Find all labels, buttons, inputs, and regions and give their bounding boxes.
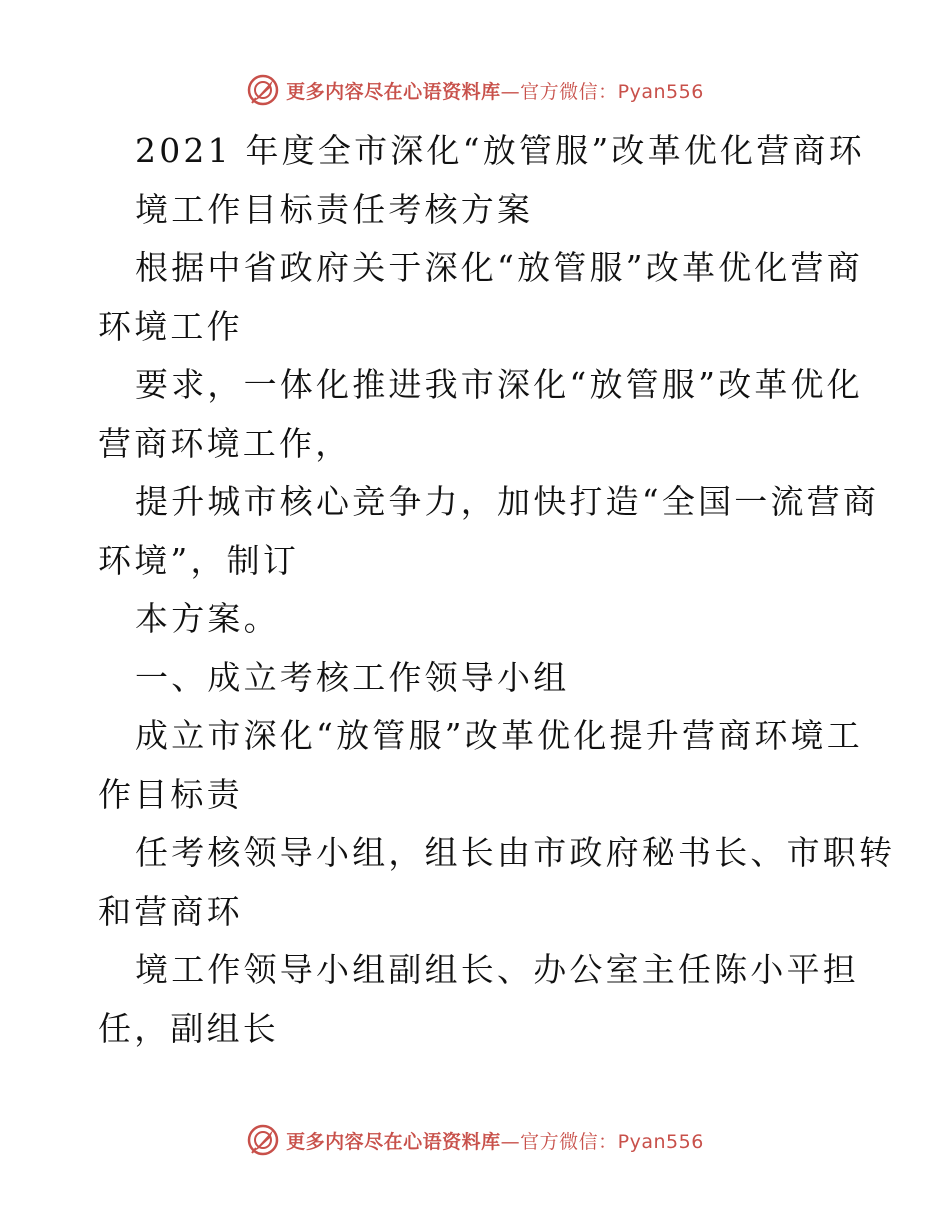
text-line: 成立市深化“放管服”改革优化提升营商环境工 — [135, 716, 863, 755]
text-line: 提升城市核心竞争力，加快打造“全国一流营商 — [135, 482, 880, 521]
text-line: 环境工作 — [98, 306, 243, 346]
header-banner-text — [286, 77, 704, 104]
text-line: 2021 年度全市深化“放管服”改革优化营商环 — [135, 131, 865, 170]
quill-logo-icon — [246, 1123, 280, 1157]
banner-dash: — — [500, 1130, 521, 1153]
text-line: 环境”，制订 — [98, 540, 300, 580]
banner-tail: 官方微信：Pyan556 — [520, 1130, 704, 1153]
banner-dash: — — [500, 80, 521, 103]
footer-banner — [0, 1120, 950, 1160]
banner-lead: 更多内容尽在心语资料库 — [286, 80, 501, 103]
section-heading: 一、成立考核工作领导小组 — [135, 657, 570, 697]
banner-lead: 更多内容尽在心语资料库 — [286, 1130, 501, 1153]
text-line: 作目标责 — [98, 774, 243, 814]
text-line: 要求，一体化推进我市深化“放管服”改革优化 — [135, 365, 863, 404]
text-line: 营商环境工作， — [98, 423, 352, 463]
text-line: 本方案。 — [135, 599, 280, 638]
text-line: 根据中省政府关于深化“放管服”改革优化营商 — [135, 248, 863, 287]
text-line: 境工作目标责任考核方案 — [135, 189, 534, 229]
text-line: 任，副组长 — [98, 1008, 279, 1048]
header-banner — [0, 70, 950, 110]
text-line: 境工作领导小组副组长、办公室主任陈小平担 — [135, 950, 859, 989]
document-body — [98, 122, 896, 1058]
text-line: 任考核领导小组，组长由市政府秘书长、市职转 — [135, 833, 896, 872]
text-line: 和营商环 — [98, 891, 243, 931]
quill-logo-icon — [246, 73, 280, 107]
banner-tail: 官方微信：Pyan556 — [520, 80, 704, 103]
footer-banner-text — [286, 1127, 704, 1154]
